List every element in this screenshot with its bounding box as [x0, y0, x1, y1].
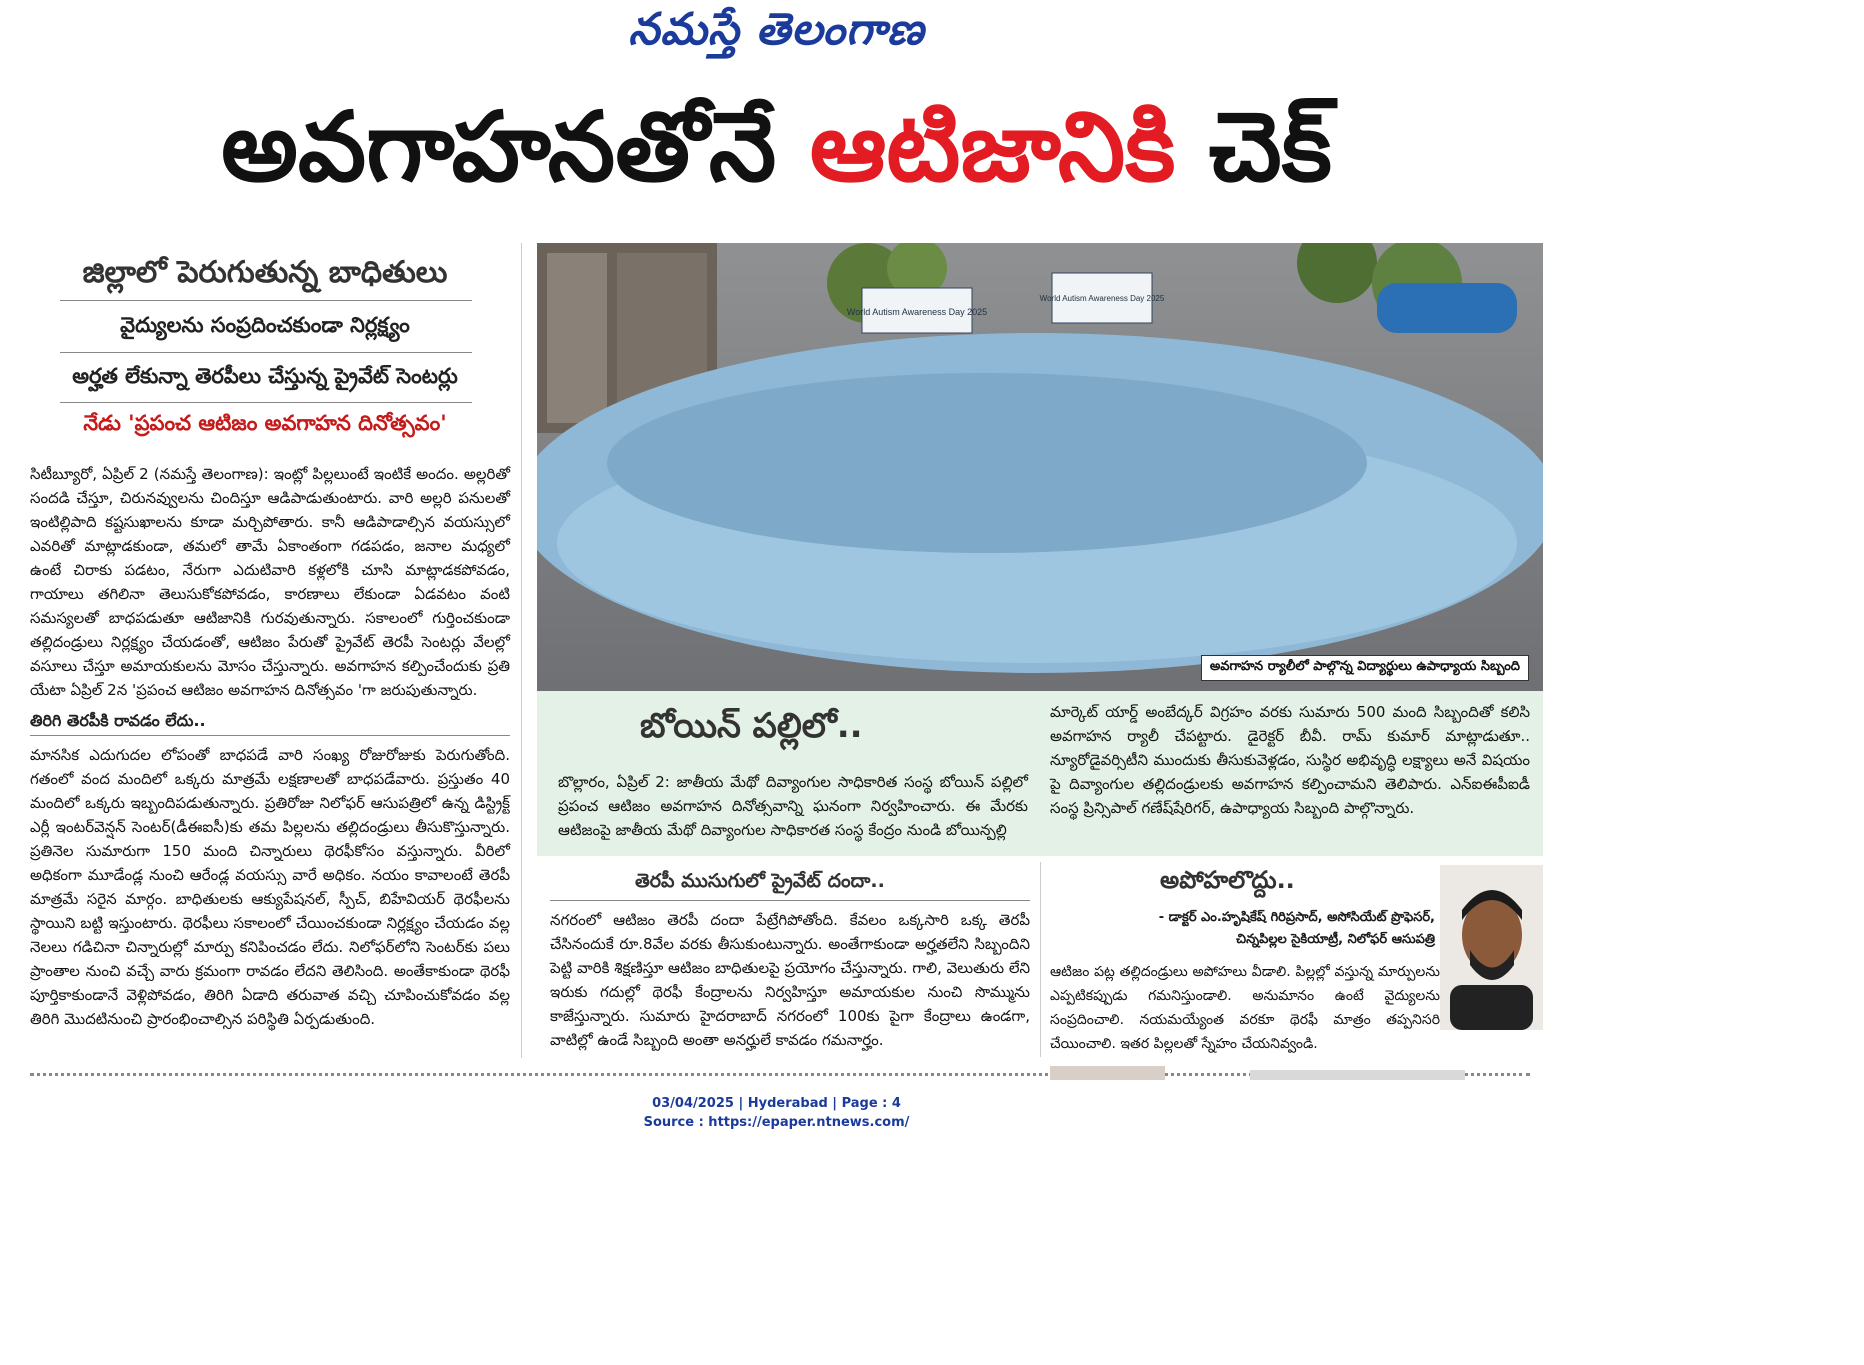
next-article-title-fragment: [1250, 1070, 1465, 1080]
headline-part1: అవగాహనతోనే: [221, 91, 810, 203]
bowenpally-title: బోయిన్ పల్లిలో..: [640, 706, 863, 746]
private-title: తెరపీ ముసుగులో ప్రైవేట్ దందా..: [635, 870, 885, 892]
doctor-photo: [1440, 865, 1543, 1030]
doctor-title: అపోహలొద్దు..: [1160, 866, 1295, 894]
deck-1: వైద్యులను సంప్రదించకుండా నిర్లక్ష్యం: [120, 313, 410, 337]
next-article-photo-fragment: [1050, 1066, 1165, 1080]
bowenpally-text-left: బొల్లారం, ఏప్రిల్ 2: జాతీయ మేథో దివ్యాంగుల సాధికారిత సంస్థ బోయిన్ పల్లిలో ప్రపంచ ఆటిజం అవగాహన దినోత్సవాన్ని ఘనంగా నిర్వహించారు. ఈ మేరకు ఆటిజంపై జాతీయ మేథో దివ్యాంగుల సాధికారత సంస్థ కేంద్రం నుండి బోయిన్పల్లి: [558, 773, 1028, 839]
divider: [60, 402, 472, 403]
private-text: నగరంలో ఆటిజం తెరపీ దందా పేట్రేగిపోతోంది. కేవలం ఒక్కసారి ఒక్క తెరపీ చేసినందుకే రూ.8వేల వరకు తీసుకుంటున్నారు. అంతేగాకుండా అర్హతలేని సిబ్బందిని పెట్టి వారికి శిక్షణిస్తూ ఆటిజం బాధితులపై ప్రయోగం చేస్తున్నారు. గాలి, వెలుతురు లేని ఇరుకు గదుల్లో థెరఫీ కేంద్రాలను నిర్వహిస్తూ అమాయకుల నుంచి సొమ్మును కాజేస్తున్నారు. సుమారు హైదరాబాద్ నగరంలో 100కు పైగా కేంద్రాలు ఉండగా, వాటిల్లో ఉండే సిబ్బంది అంతా అనర్హులే కావడం గమనార్హం.: [550, 911, 1030, 1049]
doctor-byline-2: చిన్నపిల్లల సైకియాట్రీ, నిలోఫర్ ఆసుపత్రి: [1236, 932, 1435, 947]
rally-photo: [537, 243, 1543, 691]
headline-part3: చెక్: [1175, 91, 1332, 203]
banner-right: World Autism Awareness Day 2025: [1039, 294, 1165, 303]
headline-part2: ఆటిజానికి: [809, 91, 1176, 203]
bowenpally-text-right: మార్కెట్ యార్డ్ అంబేద్కర్ విగ్రహం వరకు సుమారు 500 మంది సిబ్బందితో కలిసి అవగాహన ర్యాలీ చేపట్టారు. డైరెక్టర్ బీవీ. రామ్ కుమార్ మాట్లాడుతూ.. న్యూరోడైవర్సిటీని ముందుకు తీసుకువెళ్లడం, సుస్థిర అభివృద్ధి లక్ష్యాలు అనే విషయం పై దివ్యాంగుల తల్లిదండ్రులకు అవగాహన కల్పించామని తెలిపారు. ఎన్ఐఈపీఐడీ సంస్థ ప్రిన్సిపాల్ గణేష్‌షేరిగర్, ఉపాధ్యాయ సిబ్బంది పాల్గొన్నారు.: [1050, 703, 1530, 817]
divider: [60, 352, 472, 353]
left-subhead: జిల్లాలో పెరుగుతున్న బాధితులు: [82, 255, 448, 290]
column-rule: [1040, 862, 1041, 1057]
left-paragraph-1: సిటీబ్యూరో, ఏప్రిల్ 2 (నమస్తే తెలంగాణ): ఇంట్లో పిల్లలుంటే ఇంటికే అందం. అల్లరితో సందడి చేస్తూ, చిరునవ్వులను చిందిస్తూ ఆడిపాడుతుంటారు. వారి అల్లరి పనులతో ఇంటిల్లిపాది కష్టసుఖాలను కూడా మర్చిపోతారు. కానీ ఆడిపాడాల్సిన వయస్సులో ఎవరితో మాట్లాడకుండా, తమలో తామే ఏకాంతంగా గడపడం, జనాల మధ్యలో ఉంటే చిరాకు పడటం, నేరుగా ఎదుటివారి కళ్లలోకి చూసి మాట్లాడకపోవడం, గాయాలు తగిలినా తెలుసుకోకపోవడం, కారణాలు లేకుండా ఏడవటం వంటి సమస్యలతో బాధపడుతూ ఆటిజానికి గురవుతున్నారు. సకాలంలో గుర్తించకుండా తల్లిదండ్రులు నిర్లక్ష్యం చేయడంతో, ఆటిజం పేరుతో ప్రైవేట్ తెరపీ సెంటర్లు వేలల్లో వసూలు చేస్తూ అమాయకులను మోసం చేస్తున్నారు. అవగాహన కల్పించేందుకు ప్రతి యేటా ఏప్రిల్ 2న 'ప్రపంచ ఆటిజం అవగాహన దినోత్సవం 'గా జరుపుతున్నారు.: [30, 465, 510, 699]
divider: [550, 900, 1030, 901]
masthead-logo: నమస్తే తెలంగాణ: [628, 4, 925, 55]
doctor-portrait-image: [1440, 865, 1543, 1030]
rally-photo-image: [537, 243, 1543, 691]
doctor-text: ఆటిజం పట్ల తల్లిదండ్రులు అపోహలు వీడాలి. పిల్లల్లో వస్తున్న మార్పులను ఎప్పటికప్పుడు గమనిస్తుండాలి. అనుమానం ఉంటే వైద్యులను సంప్రదించాలి. నయమయ్యేంత వరకూ థెరఫీ మాత్రం తప్పనిసరి చేయించాలి. ఇతర పిల్లలతో స్నేహం చేయనివ్వండి.: [1050, 964, 1440, 1052]
divider: [30, 735, 510, 736]
banner-left: World Autism Awareness Day 2025: [846, 307, 988, 317]
deck-3: నేడు 'ప్రపంచ ఆటిజం అవగాహన దినోత్సవం': [83, 411, 447, 435]
photo-caption: అవగాహన ర్యాలీలో పాల్గొన్న విద్యార్థులు ఉపాధ్యాయ సిబ్బంది: [1201, 655, 1529, 681]
deck-2: అర్హత లేకున్నా తెరపీలు చేస్తున్న ప్రైవేట్ సెంటర్లు: [72, 364, 458, 388]
left-paragraph-2: మానసిక ఎదుగుదల లోపంతో బాధపడే వారి సంఖ్య రోజురోజుకు పెరుగుతోంది. గతంలో వంద మందిలో ఒక్కరు మాత్రమే లక్షణాలతో బాధపడేవారు. ప్రస్తుతం 40 మందిలో ఒక్కరు ఇబ్బందిపడుతున్నారు. ప్రతిరోజు నిలోఫర్ ఆసుపత్రిలో ఉన్న డిస్ట్రిక్ట్ ఎర్లీ ఇంటర్‌వెన్షన్ సెంటర్(డీఈఐసీ)కు తమ పిల్లలను తల్లిదండ్రులు తీసుకొస్తున్నారు. ప్రతినెల సుమారుగా 150 మంది చిన్నారులు థెరఫీకోసం వస్తున్నారు. వీరిలో అధికంగా మూడేండ్ల నుంచి ఆరేండ్ల వయస్సు వారే అధికం. నయం కావాలంటే తెరపీ మాత్రమే సరైన మార్గం. బాధితులకు ఆక్యుపేషనల్, స్పీచ్, బిహేవియర్ థెరఫీలను స్థాయిని బట్టి ఇస్తుంటారు. థెరఫీలు సకాలంలో చేయించకుండా నిర్లక్ష్యం చేయడం వల్ల నెలలు గడిచినా చిన్నారుల్లో మార్పు కనిపించడం లేదు. నిలోఫర్‌లోని సెంటర్‌కు పలు ప్రాంతాల నుంచి వచ్చే వారు క్రమంగా రావడం లేదని తెలిసింది. అంతేకాకుండా థెరఫీ పూర్తికాకుండానే వెళ్లిపోవడం, తిరిగి ఏడాది తరువాత వచ్చి చూపించుకోవడం వల్ల తిరిగి మొదటినుంచి ప్రారంభించాల్సిన పరిస్థితి ఏర్పడుతుంది.: [30, 746, 510, 1028]
headline: [0, 72, 1553, 222]
doctor-byline-1: - డాక్టర్ ఎం.హృషికేష్ గిరిప్రసాద్, అసోసియేట్ ప్రొఫెసర్,: [1158, 910, 1435, 925]
left-subhead-2: తిరిగి తెరపీకి రావడం లేదు..: [30, 711, 206, 730]
footer-date-line: 03/04/2025 | Hyderabad | Page : 4: [652, 1096, 901, 1111]
column-rule: [521, 243, 522, 1058]
divider: [60, 300, 472, 301]
footer-source-line: Source : https://epaper.ntnews.com/: [643, 1115, 910, 1130]
